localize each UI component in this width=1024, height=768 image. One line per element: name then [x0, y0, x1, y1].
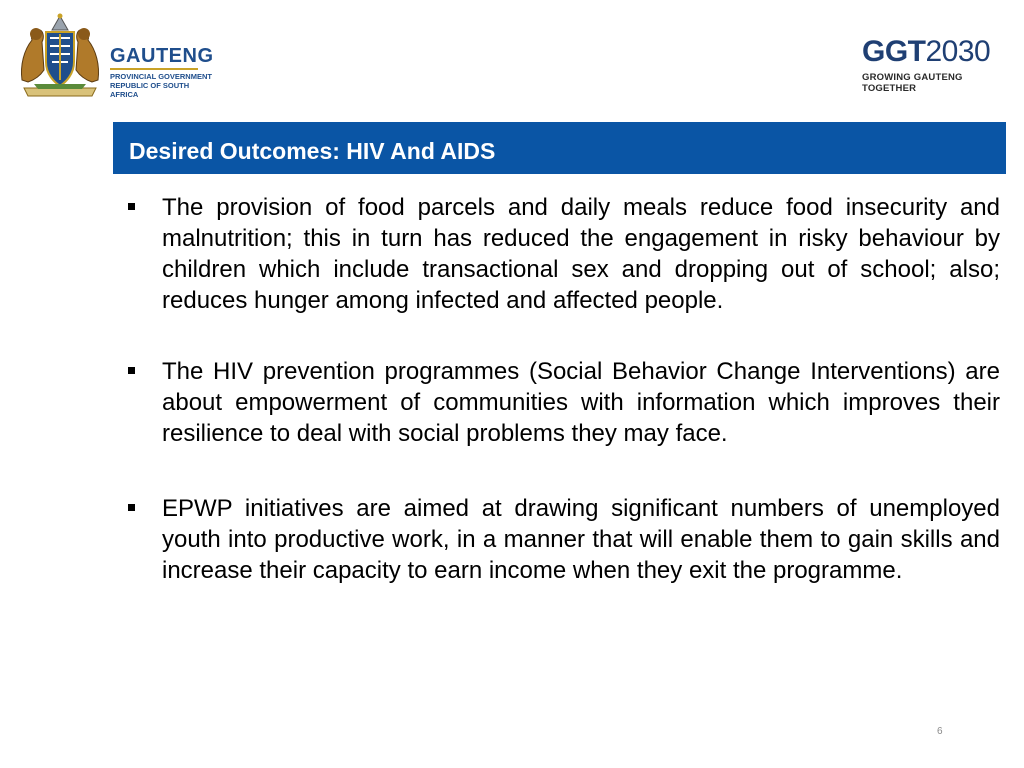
ggt2030-wordmark [862, 36, 1002, 68]
ggt-year-text: 2030 [925, 35, 991, 68]
government-wordmark [110, 46, 214, 99]
bullet-item [124, 192, 1000, 316]
ggt-tagline: GROWING GAUTENG TOGETHER [862, 72, 963, 94]
ggt-bold-text: GGT [862, 35, 926, 68]
bullet-text: The HIV prevention programmes (Social Behavior Change Interventions) are about empowerment of communities with information which improves their resilience to deal with social problems they may face. [162, 358, 1000, 447]
gauteng-title: GAUTENG [110, 45, 214, 67]
bullet-item [124, 356, 1000, 449]
coat-of-arms-icon [14, 10, 106, 102]
republic-text: REPUBLIC OF SOUTH AFRICA [110, 81, 190, 99]
slide-title-bar [113, 122, 1006, 174]
gauteng-logo [14, 10, 214, 102]
bullet-text: The provision of food parcels and daily meals reduce food insecurity and malnutrition; this in turn has reduced the engagement in risky behaviour by children which include transactional sex and dropping out of school; also; reduces hunger among infected and affected people. [162, 194, 1000, 314]
bullet-list [124, 192, 1000, 586]
page-number: 6 [937, 726, 943, 737]
square-bullet-icon [128, 504, 135, 511]
gold-divider [110, 68, 198, 70]
square-bullet-icon [128, 367, 135, 374]
provincial-government-text: PROVINCIAL GOVERNMENT [110, 72, 212, 81]
bullet-item [124, 493, 1000, 586]
square-bullet-icon [128, 203, 135, 210]
slide-title: Desired Outcomes: HIV And AIDS [129, 138, 496, 164]
ggt2030-logo [862, 36, 1002, 94]
bullet-text: EPWP initiatives are aimed at drawing significant numbers of unemployed youth into productive work, in a manner that will enable them to gain skills and increase their capacity to earn income when they exit the programme. [162, 495, 1000, 584]
